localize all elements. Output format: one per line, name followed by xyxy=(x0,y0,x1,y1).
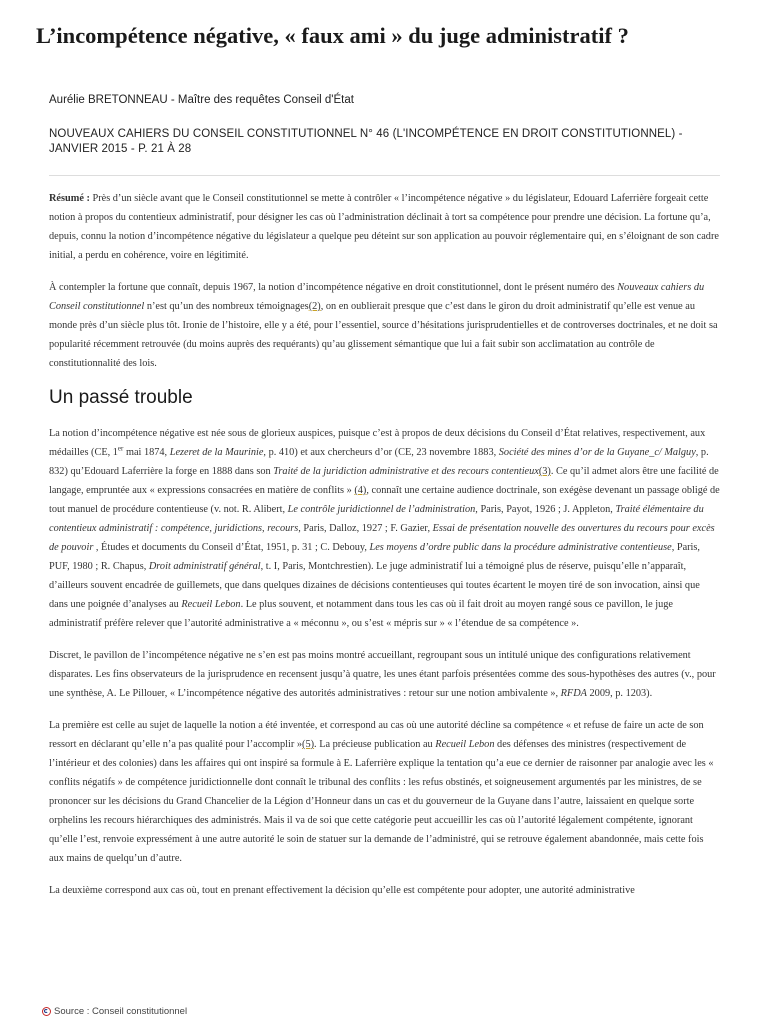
text-run: , Paris, Dalloz, 1927 ; F. Gazier, xyxy=(298,523,433,534)
abstract-paragraph xyxy=(49,189,720,265)
italic-run: RFDA xyxy=(560,688,587,699)
italic-run: Droit administratif général xyxy=(148,561,261,572)
footnote-link[interactable]: (3) xyxy=(538,466,551,477)
italic-run: Société des mines d’or de la Guyane_c/ Malguy xyxy=(498,447,696,458)
footnote-link[interactable]: (4) xyxy=(354,485,367,496)
body-paragraph xyxy=(49,881,720,900)
superscript: er xyxy=(117,444,124,453)
text-run: , connaît une certaine audience doctrinale, son exégèse devenant un passage obligé de tout manuel de procédure contentieuse (v. not. R. Alibert, xyxy=(49,485,720,515)
text-run: La notion d’incompétence négative est née sous de glorieux auspices, puisque c’est à propos de deux décisions du Conseil d’État relatives, respectivement, aux médailles (CE, 1 xyxy=(49,428,706,458)
abstract-label: Résumé : xyxy=(49,193,90,204)
italic-run: Le contrôle juridictionnel de l’administration xyxy=(287,504,476,515)
intro-italic: Nouveaux cahiers du Conseil constitutionnel xyxy=(49,282,705,312)
text-run: , t. I, Paris, Montchrestien). Le juge administratif lui a témoigné plus de réserve, puisqu’elle n’apparaît, d’ailleurs souvent encadrée de guillemets, que dans quelques dizaines de décisions contentieuses qui toutes écartent le moyen tiré de son invocation, ainsi que dans une poignée d’analyses au xyxy=(49,561,700,610)
intro-text: n’est qu’un des nombreux témoignages xyxy=(144,301,309,312)
italic-run: Recueil Lebon xyxy=(181,599,241,610)
footnote-link[interactable]: (5) xyxy=(302,739,315,750)
article-body xyxy=(49,189,720,913)
text-run: , Paris, PUF, 1980 ; R. Chapus, xyxy=(49,542,701,572)
footnote-link[interactable]: (2) xyxy=(308,301,321,312)
section-heading: Un passé trouble xyxy=(49,387,193,408)
page-title: L’incompétence négative, « faux ami » du juge administratif ? xyxy=(36,23,629,48)
italic-run: Lezeret de la Maurinie xyxy=(169,447,264,458)
publication-source: NOUVEAUX CAHIERS DU CONSEIL CONSTITUTIONNEL N° 46 (L'INCOMPÉTENCE EN DROIT CONSTITUTIONNEL) - JANVIER 2015 - P. 21 À 28 xyxy=(49,128,683,155)
text-run: des défenses des ministres (respectivement de l’intérieur et des colonies) dans les affaires qui ont inspiré sa formule à E. Laferrière explique la tentation qu’a eue ce dernier de raisonner par analogie avec les « conflits négatifs » de compétence juridictionnelle dont connaît le tribunal des conflits : les refus obstinés, et soigneusement argumentés par les ministres, de se prononcer sur les décisions du Grand Chancelier de la Légion d’Honneur dans un cas et du gouverneur de la Guyane dans l’autre, laissaient en quelque sorte orphelins les recours hiérarchiques des administrés. Mais il va de soi que cette catégorie peut accueillir les cas où l’autorité légalement compétente, ignorant qu’elle l’est, renvoie expressément à une autre autorité le soin de statuer sur la demande de l’administré, qui se retrouve également abandonnée, mais cette fois aux mains de quelqu’un d’autre. xyxy=(49,739,714,864)
intro-text: , on en oublierait presque que c’est dans le giron du droit administratif qu’elle est venue au monde près d’un siècle plus tôt. Ironie de l’histoire, elle y a été, pour l’essentiel, source d’hésitations jurisprudentielles et de controverses doctrinales, et ne doit sa popularité récemment retrouvée (du moins auprès des requérants) qu’au glissement sémantique que lui a fait subir son acclimatation au contrôle de constitutionnalité des lois. xyxy=(49,301,718,369)
conseil-logo-icon xyxy=(42,1007,51,1016)
italic-run: Traité de la juridiction administrative et des recours contentieux xyxy=(273,466,539,477)
abstract-text: Près d’un siècle avant que le Conseil constitutionnel se mette à contrôler « l’incompétence négative » du législateur, Edouard Laferrière forgeait cette notion à propos du contentieux administratif, pour désigner les cas où l’administration déclinait à tort sa compétence pour prendre une décision. La fortune qu’a, depuis, connu la notion d’incompétence négative du législateur a quelque peu déteint sur son application au pouvoir réglementaire qui, en s’éloignant de son cadre initial, a perdu en cohérence, voire en légitimité. xyxy=(49,193,719,261)
text-run: , p. 410) et aux chercheurs d’or (CE, 23 novembre 1883, xyxy=(263,447,499,458)
text-run: . Ce qu’il admet alors être une facilité de langage, empruntée aux « expressions consacrées en matière de conflits » xyxy=(49,466,719,496)
text-run: 2009, p. 1203). xyxy=(586,688,653,699)
text-run: La première est celle au sujet de laquelle la notion a été inventée, et correspond au cas où une autorité décline sa compétence « et refuse de faire un acte de son ressort en déclarant qu’elle n’a pas qualité pour l’accomplir » xyxy=(49,720,704,750)
intro-paragraph xyxy=(49,278,720,373)
divider xyxy=(49,175,720,176)
text-run: mai 1874, xyxy=(123,447,170,458)
body-paragraph xyxy=(49,646,720,703)
italic-run: Recueil Lebon xyxy=(435,739,495,750)
footer-source-label: Source : Conseil constitutionnel xyxy=(54,1006,188,1017)
text-run: La deuxième correspond aux cas où, tout en prenant effectivement la décision qu’elle est compétente pour adopter, une autorité administrative xyxy=(49,885,635,896)
intro-text: À contempler la fortune que connaît, depuis 1967, la notion d’incompétence négative en droit constitutionnel, dont le présent numéro des xyxy=(49,282,618,293)
source-footer[interactable] xyxy=(42,1006,187,1017)
text-run: Discret, le pavillon de l’incompétence négative ne s’en est pas moins montré accueillant, regroupant sous un intitulé unique des configurations relativement disparates. Les fins observateurs de la jurisprudence en recensent jusqu’à quatre, les unes étant parfois présentées comme des sous-hypothèses des autres (v., pour une synthèse, A. Le Pillouer, « L’incompétence négative des autorités administratives : retour sur une notion ambivalente », xyxy=(49,650,716,699)
italic-run: Traité élémentaire du contentieux administratif : compétence, juridictions, recours xyxy=(49,504,704,534)
text-run: . Le plus souvent, et notamment dans tous les cas où il fait droit au moyen rangé sous ce pavillon, le juge administratif préfère relever que l’autorité administrative a « méconnu », ou s’est « mépris sur » « l’étendue de sa compétence ». xyxy=(49,599,673,629)
text-run: , Études et documents du Conseil d’État, 1951, p. 31 ; C. Debouy, xyxy=(93,542,370,553)
text-run: , Paris, Payot, 1926 ; J. Appleton, xyxy=(475,504,616,515)
body-paragraph xyxy=(49,716,720,868)
italic-run: Essai de présentation nouvelle des ouvertures du recours pour excès de pouvoir xyxy=(49,523,715,553)
author-line: Aurélie BRETONNEAU - Maître des requêtes Conseil d'État xyxy=(49,94,354,106)
text-run: . La précieuse publication au xyxy=(314,739,436,750)
italic-run: Les moyens d’ordre public dans la procédure administrative contentieuse xyxy=(369,542,672,553)
text-run: , p. 832) qu’Edouard Laferrière la forge en 1888 dans son xyxy=(49,447,709,477)
body-paragraph xyxy=(49,424,720,633)
